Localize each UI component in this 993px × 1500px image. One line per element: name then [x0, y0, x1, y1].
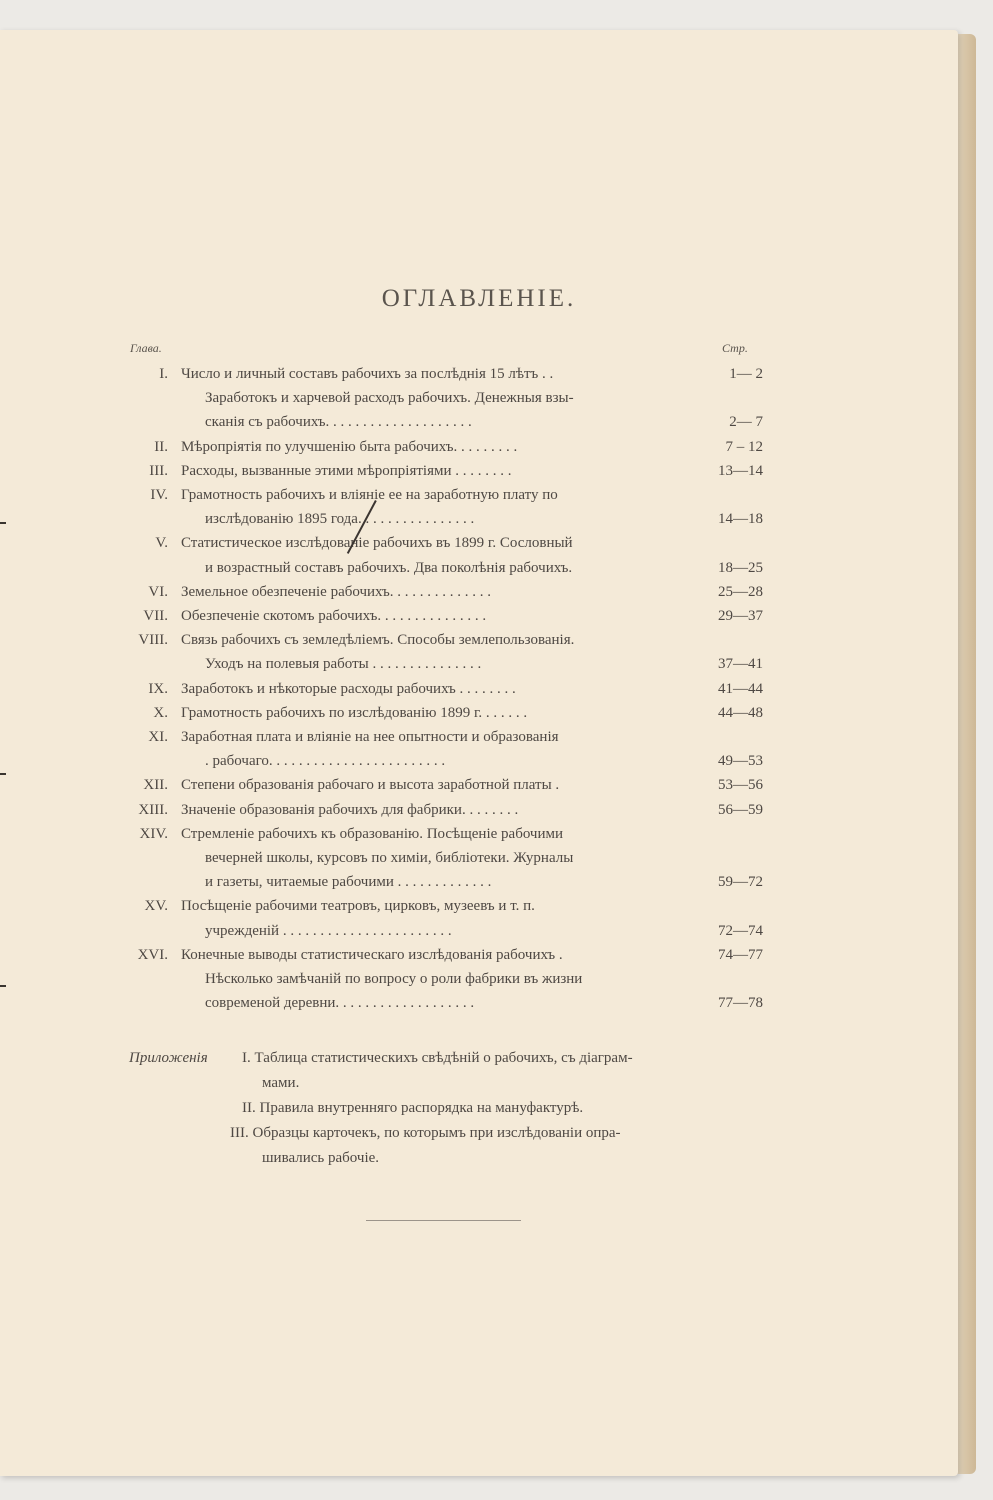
chapter-title: Число и личный составъ рабочихъ за послѣднія 15 лѣтъ . . [181, 366, 554, 382]
toc-row [0, 850, 958, 874]
chapter-number: IX. [148, 680, 168, 697]
appendix-line [0, 1075, 958, 1099]
page-range: 56—59 [718, 801, 763, 818]
toc-row [0, 995, 958, 1019]
chapter-number: VIII. [138, 632, 168, 649]
toc-row [0, 729, 958, 753]
page-range: 77—78 [718, 995, 763, 1012]
chapter-number: XVI. [137, 946, 168, 963]
page-title: ОГЛАВЛЕНІЕ. [381, 285, 577, 312]
page-range: 29—37 [718, 608, 763, 624]
chapter-title: Земельное обезпеченіе рабочихъ. . . . . . . . . . . . . . [181, 583, 491, 600]
page-range: 14—18 [718, 511, 763, 528]
appendix-item: III. Образцы карточекъ, по которымъ при изслѣдованіи опра- [230, 1125, 621, 1141]
page-range: 53—56 [718, 777, 763, 794]
page-range: 7 – 12 [725, 438, 763, 455]
toc-row [0, 874, 958, 898]
chapter-title: Связь рабочихъ съ земледѣліемъ. Способы землепользованія. [181, 632, 575, 649]
chapter-number: XI. [148, 729, 168, 745]
toc-row [0, 681, 958, 705]
page-range: 1— 2 [729, 366, 763, 382]
chapter-title: . рабочаго. . . . . . . . . . . . . . . . . . . . . . . . [205, 753, 446, 770]
chapter-number: XIV. [139, 825, 168, 842]
appendix-item: II. Правила внутренняго распорядка на мануфактурѣ. [242, 1100, 584, 1116]
appendix-item: мами. [262, 1075, 300, 1091]
chapter-title: учрежденій . . . . . . . . . . . . . . . . . . . . . . . [205, 922, 452, 939]
toc-row [0, 632, 958, 656]
appendix-line [0, 1050, 958, 1074]
toc-row [0, 366, 958, 390]
toc-row [0, 705, 958, 729]
appendix-line [0, 1125, 958, 1149]
toc-row [0, 971, 958, 995]
page-range: 44—48 [718, 704, 763, 721]
chapter-title: Конечные выводы статистическаго изслѣдованія рабочихъ . [181, 946, 563, 963]
page-range: 74—77 [718, 946, 763, 963]
chapter-title: Нѣсколько замѣчаній по вопросу о роли фабрики въ жизни [205, 971, 583, 987]
page-range: 13—14 [718, 462, 763, 479]
chapter-number: V. [155, 535, 168, 552]
toc-row [0, 463, 958, 487]
page-range: 18—25 [718, 559, 763, 576]
page-range: 49—53 [718, 753, 763, 770]
chapter-number: XIII. [138, 801, 168, 818]
chapter-title: и газеты, читаемые рабочими . . . . . . . . . . . . . [205, 874, 492, 891]
chapter-number: II. [154, 438, 168, 455]
chapter-title: Мѣропріятія по улучшенію быта рабочихъ. . . . . . . . . [181, 438, 518, 455]
chapter-title: Уходъ на полевыя работы . . . . . . . . . . . . . . . [205, 656, 482, 673]
chapter-title: Заработокъ и харчевой расходъ рабочихъ. Денежныя взы- [205, 390, 574, 407]
chapter-number: XV. [144, 898, 168, 915]
margin-mark [0, 522, 6, 524]
chapter-title: Статистическое изслѣдованіе рабочихъ въ 1899 г. Сословный [181, 535, 573, 552]
chapter-title: современой деревни. . . . . . . . . . . . . . . . . . . [205, 995, 475, 1012]
toc-row [0, 584, 958, 608]
chapter-title: сканія съ рабочихъ. . . . . . . . . . . . . . . . . . . . [205, 414, 472, 431]
chapter-number: X. [153, 704, 168, 721]
page-range: 41—44 [718, 680, 763, 697]
toc-row [0, 414, 958, 438]
chapter-title: Заработокъ и нѣкоторые расходы рабочихъ . . . . . . . . [181, 680, 516, 697]
chapter-title: Степени образованія рабочаго и высота заработной платы . [181, 777, 560, 794]
chapter-title: и возрастный составъ рабочихъ. Два поколѣнія рабочихъ. [205, 559, 573, 576]
page-range: 59—72 [718, 874, 763, 891]
appendix-label: Приложенія [129, 1050, 208, 1066]
chapter-title: Стремленіе рабочихъ къ образованію. Посѣщеніе рабочими [181, 825, 564, 842]
margin-mark [0, 773, 6, 775]
chapter-title: Расходы, вызванные этими мѣропріятіями . . . . . . . . [181, 462, 512, 479]
page-range: 72—74 [718, 922, 763, 939]
chapter-title: Посѣщеніе рабочими театровъ, цирковъ, музеевъ и т. п. [181, 898, 535, 915]
toc-row [0, 753, 958, 777]
chapter-number: VII. [143, 608, 168, 624]
toc-row [0, 511, 958, 535]
chapter-number: VI. [148, 583, 168, 600]
document-page [0, 30, 958, 1476]
divider-rule [366, 1220, 521, 1221]
toc-row [0, 535, 958, 559]
appendix-item: I. Таблица статистическихъ свѣдѣній о рабочихъ, съ діаграм- [242, 1050, 633, 1066]
chapter-number: III. [149, 462, 168, 479]
page-range: 2— 7 [729, 414, 763, 431]
toc-row [0, 487, 958, 511]
appendix-line [0, 1100, 958, 1124]
chapter-number: I. [159, 366, 168, 382]
page-range: 25—28 [718, 583, 763, 600]
chapter-column-header: Глава. [130, 341, 162, 355]
chapter-number: XII. [143, 777, 168, 794]
toc-row [0, 608, 958, 632]
chapter-title: изслѣдованію 1895 года. . . . . . . . . . . . . . . . [205, 511, 475, 528]
toc-row [0, 439, 958, 463]
chapter-title: Заработная плата и вліяніе на нее опытности и образованія [181, 729, 559, 745]
chapter-title: Обезпеченіе скотомъ рабочихъ. . . . . . . . . . . . . . . [181, 608, 487, 624]
page-column-header: Стр. [722, 341, 748, 355]
toc-row [0, 826, 958, 850]
page-range: 37—41 [718, 656, 763, 673]
toc-row [0, 898, 958, 922]
toc-row [0, 656, 958, 680]
toc-row [0, 947, 958, 971]
chapter-title: Грамотность рабочихъ по изслѣдованію 1899 г. . . . . . . [181, 704, 528, 721]
appendix-item: шивались рабочіе. [262, 1150, 380, 1166]
toc-row [0, 802, 958, 826]
toc-row [0, 923, 958, 947]
appendix-line [0, 1150, 958, 1174]
toc-row [0, 560, 958, 584]
chapter-number: IV. [150, 487, 168, 503]
margin-mark [0, 985, 6, 987]
chapter-title: Грамотность рабочихъ и вліяніе ее на заработную плату по [181, 487, 558, 503]
toc-row [0, 390, 958, 414]
toc-row [0, 777, 958, 801]
chapter-title: Значеніе образованія рабочихъ для фабрики. . . . . . . . [181, 801, 519, 818]
chapter-title: вечерней школы, курсовъ по химіи, библіотеки. Журналы [205, 850, 574, 866]
